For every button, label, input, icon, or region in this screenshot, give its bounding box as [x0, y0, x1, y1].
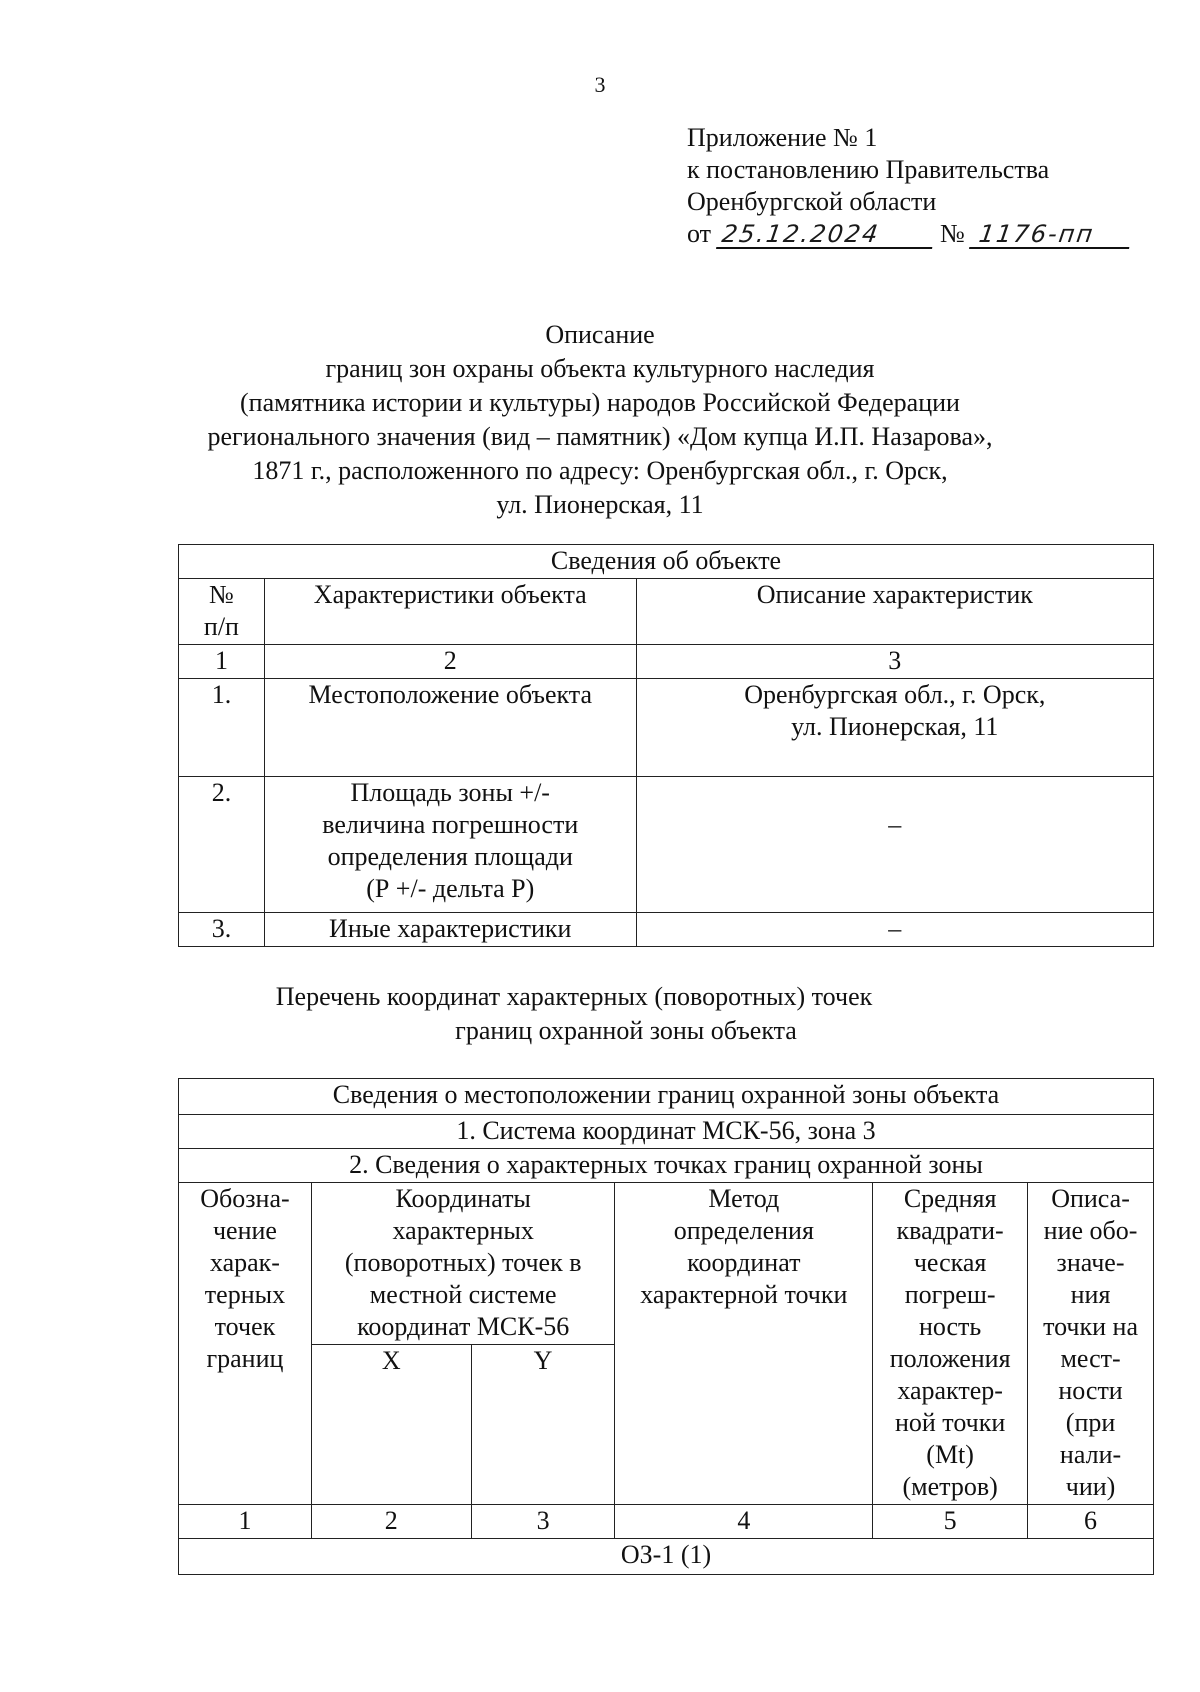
- table-row: [179, 777, 1154, 913]
- index-cell: 6: [1028, 1505, 1154, 1539]
- date-prefix: от: [687, 219, 712, 248]
- index-cell: 3: [636, 645, 1153, 679]
- title-line-5: 1871 г., расположенного по адресу: Оренбургская обл., г. Орск,: [252, 456, 948, 485]
- title-line-3: (памятника истории и культуры) народов Российской Федерации: [240, 388, 960, 417]
- header-line: Обозна-: [200, 1184, 290, 1213]
- row-name-line: определения площади: [327, 842, 573, 871]
- number-prefix: №: [940, 219, 965, 248]
- header-line: (Mt): [926, 1440, 974, 1469]
- row-value-line: ул. Пионерская, 11: [791, 712, 999, 741]
- header-line: Описа-: [1051, 1184, 1130, 1213]
- document-title: [0, 318, 1200, 522]
- col-no-header: [179, 579, 265, 645]
- appendix-line-1: Приложение № 1: [687, 123, 878, 152]
- row-name-line: Иные характеристики: [329, 914, 572, 943]
- header-line: характерных: [392, 1216, 534, 1245]
- object-info-table: [178, 544, 1154, 947]
- handwritten-date: 25.12.2024: [716, 221, 936, 249]
- header-line: погреш-: [904, 1280, 996, 1309]
- row-value: [636, 679, 1153, 777]
- col-error-header: [873, 1183, 1028, 1505]
- header-line: нали-: [1059, 1440, 1122, 1469]
- object-table-header: Сведения об объекте: [179, 545, 1154, 579]
- header-line: ние обо-: [1043, 1216, 1138, 1245]
- header-line: ческая: [913, 1248, 987, 1277]
- coordinates-list-title: [0, 980, 1200, 1048]
- row-value: [636, 913, 1153, 947]
- appendix-line-2: к постановлению Правительства: [687, 155, 1050, 184]
- header-line: мест-: [1060, 1344, 1121, 1373]
- index-cell: 2: [264, 645, 636, 679]
- header-line: координат МСК-56: [357, 1312, 570, 1341]
- header-line: Средняя: [903, 1184, 997, 1213]
- header-line: терных: [204, 1280, 286, 1309]
- header-line: значе-: [1056, 1248, 1125, 1277]
- coordinate-system-row: 1. Система координат МСК-56, зона 3: [179, 1115, 1154, 1149]
- row-name: [264, 777, 636, 913]
- row-name: [264, 913, 636, 947]
- list-title-line-1: Перечень координат характерных (поворотных) точек: [275, 982, 873, 1011]
- header-line: ности: [1058, 1376, 1123, 1405]
- row-value-line: –: [888, 810, 902, 839]
- index-cell: 1: [179, 1505, 312, 1539]
- title-line-1: Описание: [545, 320, 655, 349]
- row-name: [264, 679, 636, 777]
- col-method-header: [615, 1183, 873, 1505]
- row-number: 2.: [179, 777, 265, 913]
- header-line: чии): [1065, 1472, 1116, 1501]
- col-no-line-1: №: [209, 580, 234, 609]
- col-point-label-header: [179, 1183, 312, 1505]
- index-cell: 3: [471, 1505, 615, 1539]
- appendix-date-line: [687, 218, 1131, 250]
- object-table-column-headers: [179, 579, 1154, 645]
- header-line: квадрати-: [896, 1216, 1004, 1245]
- col-y-header: Y: [471, 1345, 615, 1505]
- header-line: ной точки: [894, 1408, 1006, 1437]
- header-line: ния: [1070, 1280, 1111, 1309]
- object-table-index-row: [179, 645, 1154, 679]
- col-coordinates-header: [311, 1183, 615, 1345]
- handwritten-number: 1176-пп: [969, 221, 1133, 249]
- col-x-header: X: [311, 1345, 471, 1505]
- page-number: 3: [594, 72, 606, 97]
- col-no-line-2: п/п: [203, 612, 239, 641]
- row-value: [636, 777, 1153, 913]
- header-line: координат: [687, 1248, 801, 1277]
- header-line: местной системе: [369, 1280, 557, 1309]
- zone-label-row: ОЗ-1 (1): [179, 1539, 1154, 1575]
- index-cell: 4: [615, 1505, 873, 1539]
- header-line: (при: [1065, 1408, 1116, 1437]
- header-line: Координаты: [395, 1184, 531, 1213]
- title-line-6: ул. Пионерская, 11: [496, 490, 704, 519]
- list-title-line-2: границ охранной зоны объекта: [455, 1016, 797, 1045]
- header-line: точек: [214, 1312, 276, 1341]
- title-line-4: регионального значения (вид – памятник) «Дом купца И.П. Назарова»,: [207, 422, 993, 451]
- header-line: Метод: [708, 1184, 780, 1213]
- col-description-header: [1028, 1183, 1154, 1505]
- row-name-line: (Р +/- дельта Р): [366, 874, 535, 903]
- row-name-line: величина погрешности: [322, 810, 579, 839]
- title-line-2: границ зон охраны объекта культурного наследия: [325, 354, 875, 383]
- row-name-line: Площадь зоны +/-: [350, 778, 550, 807]
- table-row: [179, 913, 1154, 947]
- coords-column-headers: [179, 1183, 1154, 1345]
- col-description-header: Описание характеристик: [636, 579, 1153, 645]
- coordinates-table: [178, 1078, 1154, 1575]
- appendix-block: [687, 122, 1131, 250]
- header-line: (поворотных) точек в: [344, 1248, 582, 1277]
- header-line: границ: [206, 1344, 284, 1373]
- index-cell: 1: [179, 645, 265, 679]
- header-line: чение: [212, 1216, 277, 1245]
- header-line: характер-: [897, 1376, 1003, 1405]
- header-line: харак-: [209, 1248, 280, 1277]
- coords-index-row: [179, 1505, 1154, 1539]
- header-line: точки на: [1043, 1312, 1138, 1341]
- points-header-row: 2. Сведения о характерных точках границ охранной зоны: [179, 1149, 1154, 1183]
- header-line: характерной точки: [640, 1280, 848, 1309]
- row-value-line: Оренбургская обл., г. Орск,: [744, 680, 1046, 709]
- header-line: определения: [673, 1216, 814, 1245]
- appendix-line-3: Оренбургской области: [687, 187, 937, 216]
- row-number: 3.: [179, 913, 265, 947]
- row-value-line: –: [888, 914, 902, 943]
- row-name-line: Местоположение объекта: [308, 680, 593, 709]
- header-line: (метров): [902, 1472, 998, 1501]
- header-line: ность: [918, 1312, 982, 1341]
- col-characteristics-header: Характеристики объекта: [264, 579, 636, 645]
- row-number: 1.: [179, 679, 265, 777]
- index-cell: 2: [311, 1505, 471, 1539]
- index-cell: 5: [873, 1505, 1028, 1539]
- table-row: [179, 679, 1154, 777]
- coords-table-header: Сведения о местоположении границ охранной зоны объекта: [179, 1079, 1154, 1115]
- header-line: положения: [889, 1344, 1011, 1373]
